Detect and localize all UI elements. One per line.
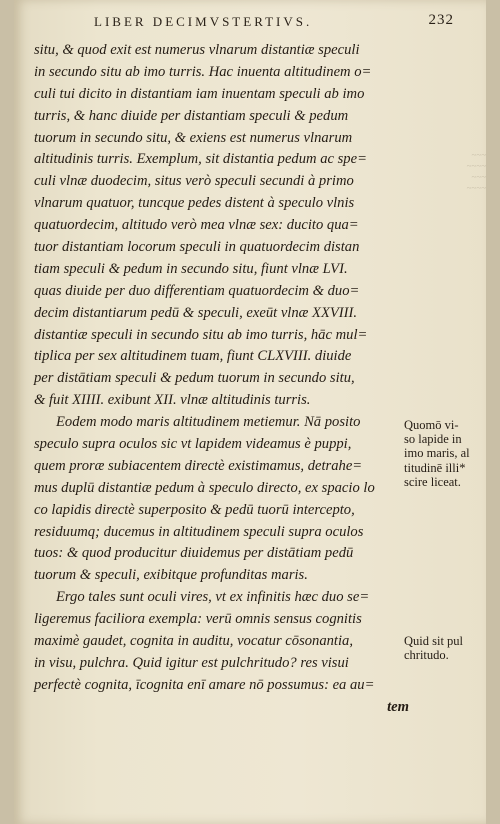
marginal-note-beauty <box>404 634 492 662</box>
text-line: tiam speculi & pedum in secundo situ, fiunt vlnæ LVI. <box>34 260 348 277</box>
text-line: culi vlnæ duodecim, situs verò speculi secundi à primo <box>34 173 354 190</box>
text-line: speculo supra oculos sic vt lapidem videamus è puppi, <box>34 436 352 453</box>
paragraph-start-line: Eodem modo maris altitudinem metiemur. Nā posito <box>56 414 361 431</box>
text-line: tuor distantiam locorum speculi in quatuordecim distan <box>34 239 360 256</box>
text-line: perfectè cognita, īcognita enī amare nō possumus: ea au= <box>34 676 375 693</box>
text-line: distantiæ speculi in secundo situ ab imo turris, hāc mul= <box>34 326 368 343</box>
running-title: LIBER DECIMVSTERTIVS. <box>94 14 313 29</box>
text-line: quatuordecim, altitudo verò mea vlnæ sex: ducito qua= <box>34 217 359 234</box>
text-line: mus duplū distantiæ pedum à speculo directo, ex spacio lo <box>34 479 375 496</box>
text-line: turris, & hanc diuide per distantiam speculi & pedum <box>34 107 349 124</box>
text-line: tuos: & quod producitur diuidemus per distātiam pedū <box>34 545 354 562</box>
text-line: residuumq; ducemus in altitudinem speculi supra oculos <box>34 523 364 540</box>
book-page <box>14 0 486 824</box>
running-head <box>94 14 454 30</box>
paragraph-start-line: Ergo tales sunt oculi vires, vt ex infinitis hæc duo se= <box>56 589 370 606</box>
text-line: culi tui dicito in distantiam iam inuentam speculi ab imo <box>34 85 365 102</box>
marginal-note-line: imo maris, al <box>404 446 470 461</box>
marginal-note-line: Quid sit pul <box>404 634 464 648</box>
marginal-note-line: so lapide in <box>404 432 462 447</box>
text-line: altitudinis turris. Exemplum, sit distantia pedum ac spe= <box>34 151 367 168</box>
text-line: tuorum & speculi, exibitque profunditas maris. <box>34 567 308 584</box>
text-line: decim distantiarum pedū & speculi, exeūt vlnæ XXVIII. <box>34 304 358 321</box>
text-line: ligeremus faciliora exempla: verū omnis sensus cognitis <box>34 611 362 628</box>
marginal-note-line: scire liceat. <box>404 474 461 489</box>
marginal-note-sea-depth <box>404 418 492 489</box>
text-line: quem proræ subiacentem directè existimamus, detrahe= <box>34 457 363 474</box>
text-line: in secundo situ ab imo turris. Hac inuenta altitudinem o= <box>34 63 372 80</box>
body-text <box>34 40 409 719</box>
catchword: tem <box>387 698 409 715</box>
marginal-note-line: titudinē illi* <box>404 460 466 475</box>
text-line: quas diuide per duo differentiam quatuordecim & duo= <box>34 282 360 299</box>
text-line: & fuit XIIII. exibunt XII. vlnæ altitudinis turris. <box>34 392 311 409</box>
text-line: per distātiam speculi & pedum tuorum in secundo situ, <box>34 370 355 387</box>
text-line: maximè gaudet, cognita in auditu, vocatur cōsonantia, <box>34 633 353 650</box>
text-line: tuorum in secundo situ, & exiens est numerus vlnarum <box>34 129 353 146</box>
text-line: tiplica per sex altitudinem tuam, fiunt CLXVIII. diuide <box>34 348 352 365</box>
marginal-note-line: Quomō vi- <box>404 418 459 432</box>
text-line: co lapidis directè superposito & pedū tuorū intercepto, <box>34 501 355 518</box>
text-line: situ, & quod exit est numerus vlnarum distantiæ speculi <box>34 42 360 58</box>
show-through-text: ~~~ ~~~~ ~~~ ~~~~ <box>466 150 486 193</box>
text-line: vlnarum quatuor, tuncque pedes distent à speculo vlnis <box>34 195 355 212</box>
text-line: in visu, pulchra. Quid igitur est pulchritudo? res visui <box>34 654 349 671</box>
marginal-note-line: chritudo. <box>404 648 449 663</box>
page-number: 232 <box>428 12 454 28</box>
